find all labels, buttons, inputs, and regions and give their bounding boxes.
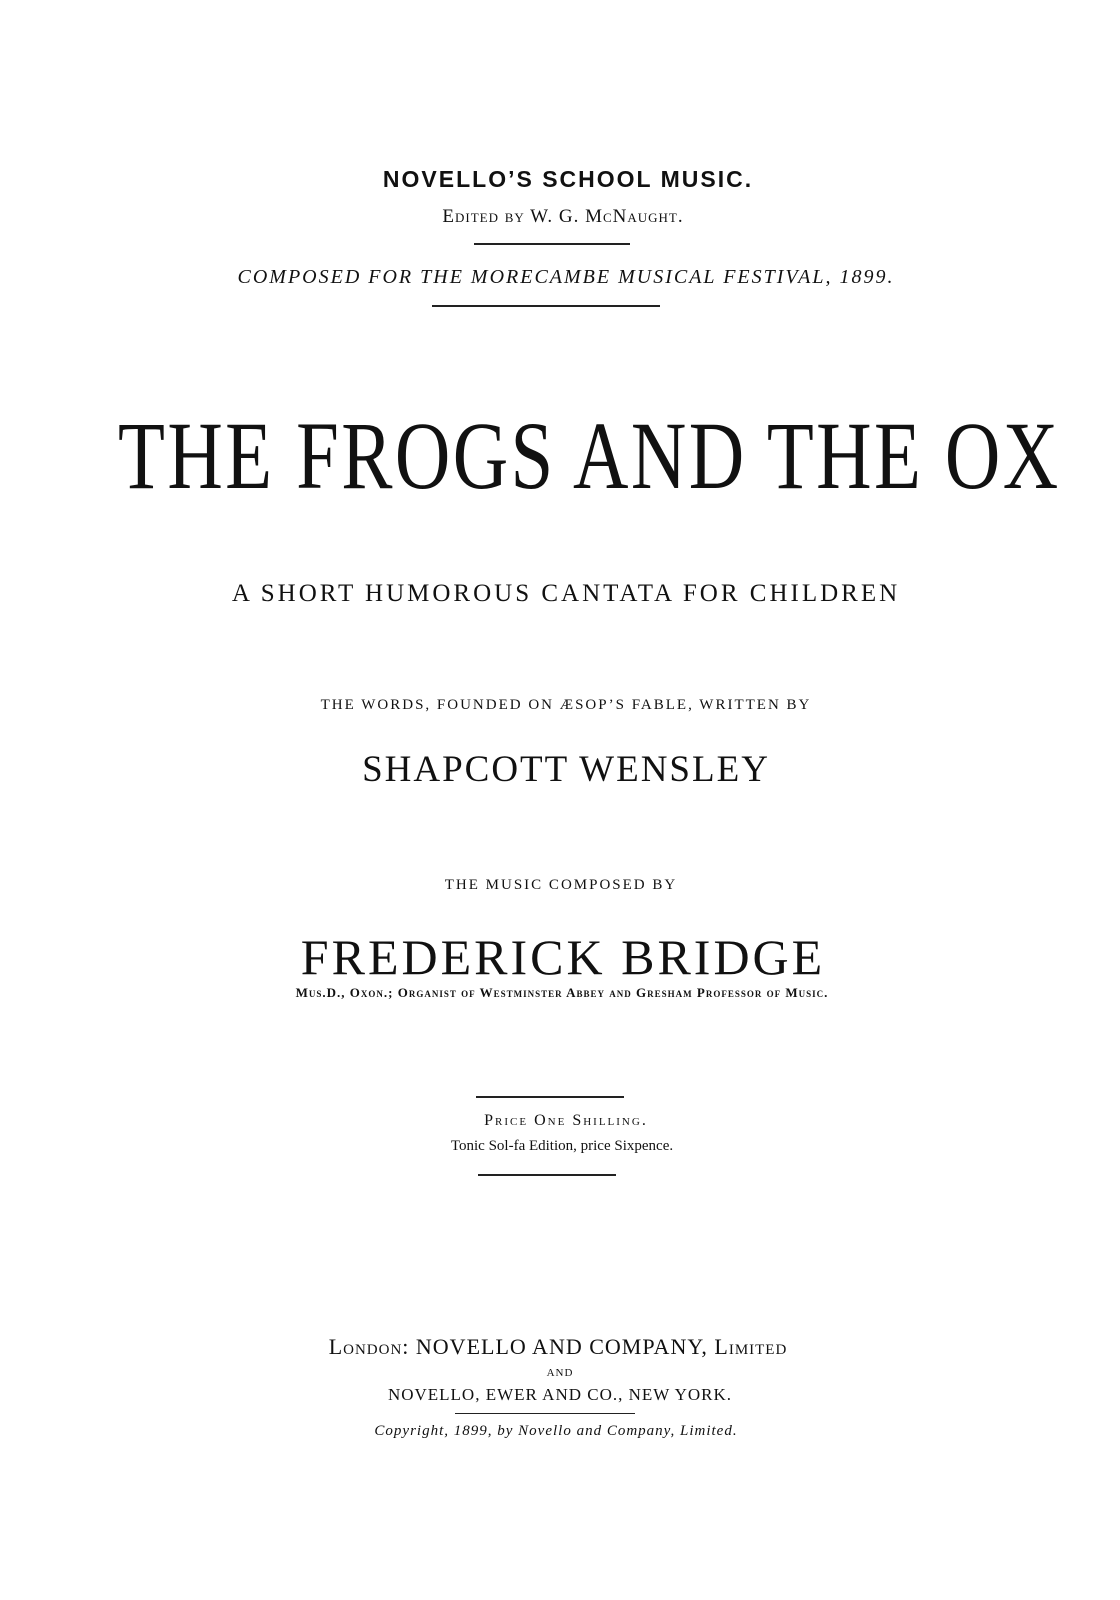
publisher-new-york: NOVELLO, EWER AND CO., NEW YORK. [387, 1385, 733, 1404]
series-heading: NOVELLO’S SCHOOL MUSIC. [382, 166, 754, 192]
header-rule-2 [432, 305, 660, 307]
editor-line: Edited by W. G. McNaught. [442, 206, 684, 227]
music-credit-line: THE MUSIC COMPOSED BY [444, 877, 678, 893]
header-rule-1 [474, 243, 630, 245]
price-rule-bottom [478, 1174, 616, 1176]
festival-line: COMPOSED FOR THE MORECAMBE MUSICAL FESTIVAL, 1899. [237, 266, 895, 288]
price-rule-top [476, 1096, 624, 1098]
publisher-london: London: NOVELLO AND COMPANY, Limited [328, 1334, 788, 1359]
imprint-rule [455, 1413, 635, 1414]
tonic-sol-fa-line: Tonic Sol-fa Edition, price Sixpence. [450, 1138, 674, 1154]
publisher-and: AND [546, 1367, 574, 1379]
author-name: SHAPCOTT WENSLEY [362, 749, 770, 790]
subtitle: A SHORT HUMOROUS CANTATA FOR CHILDREN [231, 580, 901, 607]
main-title: THE FROGS AND THE OX [118, 402, 1061, 509]
copyright-line: Copyright, 1899, by Novello and Company, Limited. [374, 1423, 738, 1439]
composer-credentials: Mus.D., Oxon.; Organist of Westminster Abbey and Gresham Professor of Music. [295, 985, 829, 1000]
price-line: Price One Shilling. [484, 1112, 648, 1129]
words-credit-line: THE WORDS, FOUNDED ON ÆSOP’S FABLE, WRITTEN BY [320, 697, 812, 713]
composer-name: FREDERICK BRIDGE [300, 929, 826, 985]
